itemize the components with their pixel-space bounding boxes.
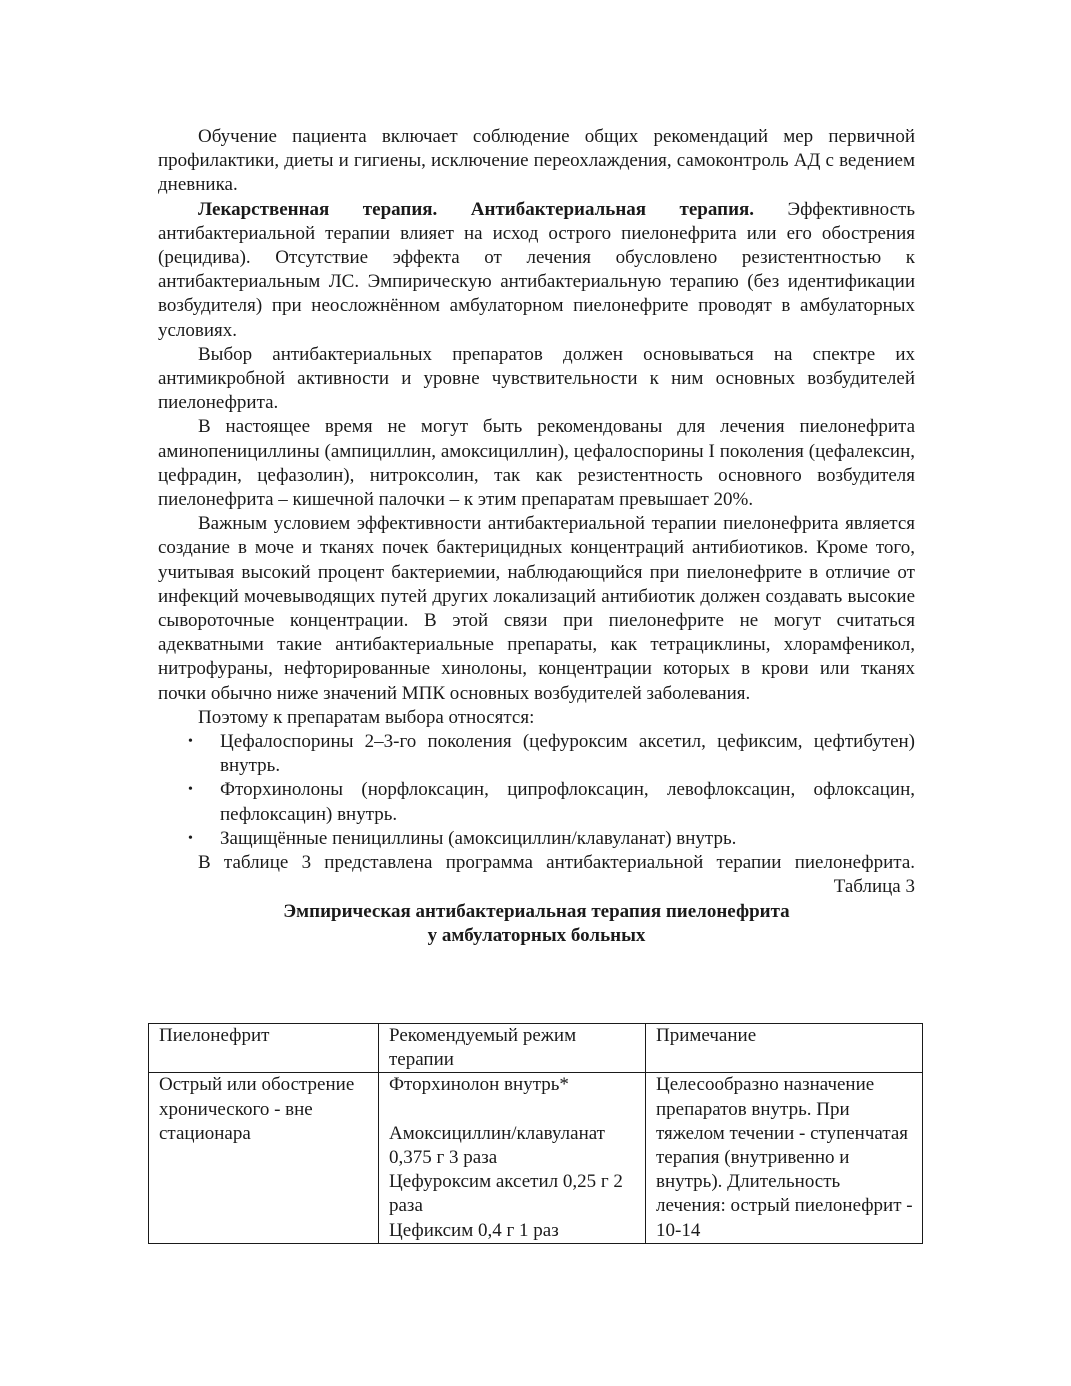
drug-therapy-heading: Лекарственная терапия. Антибактериальная терапия.: [198, 198, 755, 220]
table-header-cell: Пиелонефрит: [149, 1024, 379, 1073]
document-page: [158, 125, 915, 1241]
bullet-icon: •: [188, 734, 193, 750]
therapy-table: [148, 1023, 923, 1244]
table-title: [144, 900, 929, 948]
paragraph-drug-choice: Выбор антибактериальных препаратов должен основываться на спектре их антимикробной активности и уровне чувствительности к ним основных возбудителей пиелонефрита.: [158, 343, 915, 414]
drug-therapy-text: Эффективность антибактериальной терапии влияет на исход острого пиелонефрита или его обострения (рецидива). Отсутствие эффекта от лечения обусловлено резистентностью к антибактериальным ЛС. Эмпирическую антибактериальную терапию (без идентификации возбудителя) при неосложнённом амбулаторном пиелонефрите проводят в амбулаторных условиях.: [158, 198, 915, 341]
table-header-cell: Примечание: [646, 1024, 923, 1073]
regimen-spacer: [389, 1098, 637, 1122]
bullet-icon: •: [188, 830, 193, 846]
paragraph-patient-education: Обучение пациента включает соблюдение общих рекомендаций мер первичной профилактики, диеты и гигиены, исключение переохлаждения, самоконтроль АД с ведением дневника.: [158, 126, 915, 196]
regimen-line: Цефиксим 0,4 г 1 раз: [389, 1219, 559, 1241]
table-caption: Таблица 3: [833, 876, 915, 898]
table-title-line: Эмпирическая антибактериальная терапия пиелонефрита: [283, 900, 790, 922]
table-header-cell: Рекомендуемый режим терапии: [379, 1024, 646, 1073]
paragraph-drug-therapy: [158, 198, 915, 343]
table-cell-condition: Острый или обострение хронического - вне стационара: [149, 1073, 379, 1243]
table-row: [149, 1073, 923, 1243]
list-item: • Цефалоспорины 2–3-го поколения (цефуроксим аксетил, цефиксим, цефтибутен) внутрь.: [188, 731, 915, 777]
paragraph-drugs-of-choice-intro: Поэтому к препаратам выбора относятся:: [198, 706, 535, 728]
table-cell-note: Целесообразно назначение препаратов внутрь. При тяжелом течении - ступенчатая терапия (внутривенно и внутрь). Длительность лечения: острый пиелонефрит - 10-14: [646, 1073, 923, 1243]
paragraph-not-recommended: В настоящее время не могут быть рекомендованы для лечения пиелонефрита аминопенициллины (ампициллин, амоксициллин), цефалоспорины I поколения (цефалексин, цефрадин, цефазолин), нитроксолин, так как резистентность основного возбудителя пиелонефрита – кишечной палочки – к этим препаратам превышает 20%.: [158, 416, 915, 511]
table-cell-regimen: [379, 1073, 646, 1243]
bullet-icon: •: [188, 782, 193, 798]
list-item: • Фторхинолоны (норфлоксацин, ципрофлоксацин, левофлоксацин, офлоксацин, пефлоксацин) внутрь.: [188, 779, 915, 825]
table-header-row: [149, 1024, 923, 1073]
paragraph-conditions: Важным условием эффективности антибактериальной терапии пиелонефрита является создание в моче и тканях почек бактерицидных концентраций антибиотиков. Кроме того, учитывая высокий процент бактериемии, наблюдающийся при пиелонефрите в отличие от инфекций мочевыводящих путей других локализаций антибиотик должен создавать высокие сывороточные концентрации. В этой связи при пиелонефрите не могут считаться адекватными такие антибактериальные препараты, как тетрациклины, хлорамфеникол, нитрофураны, нефторированные хинолоны, концентрации которых в крови или тканях почки обычно ниже значений МПК основных возбудителей заболевания.: [158, 513, 915, 704]
regimen-line: Фторхинолон внутрь*: [389, 1074, 569, 1096]
table-title-line: у амбулаторных больных: [427, 924, 646, 946]
paragraph-table-reference: В таблице 3 представлена программа антибактериальной терапии пиелонефрита.: [198, 852, 915, 874]
regimen-line: Амоксициллин/клавуланат 0,375 г 3 раза: [389, 1122, 605, 1168]
list-item: • Защищённые пенициллины (амоксициллин/клавуланат) внутрь.: [158, 827, 915, 851]
regimen-line: Цефуроксим аксетил 0,25 г 2 раза: [389, 1171, 623, 1217]
drugs-of-choice-list: [158, 730, 915, 851]
